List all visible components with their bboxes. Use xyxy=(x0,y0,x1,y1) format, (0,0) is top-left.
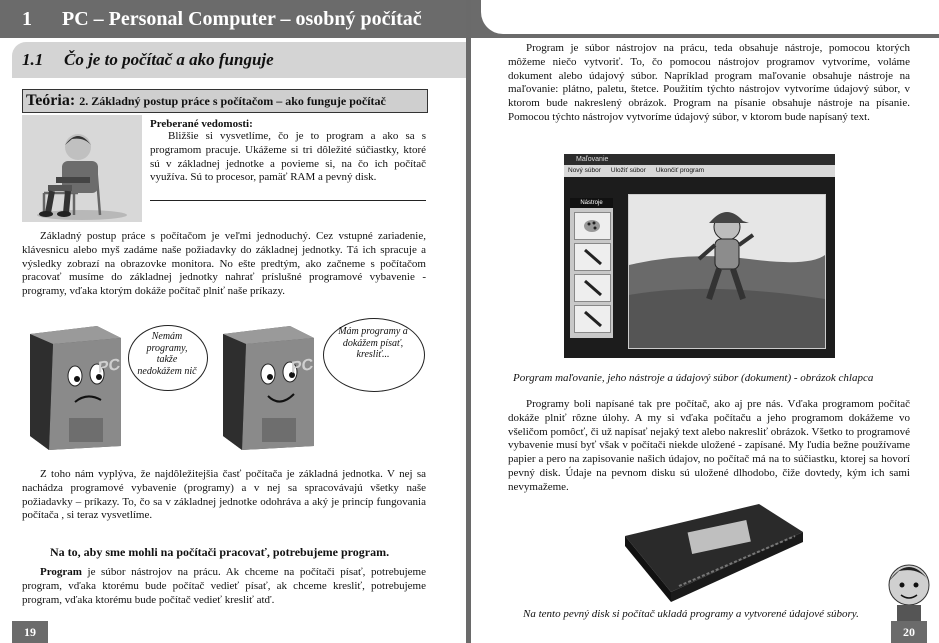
pc-label-right: PC xyxy=(291,356,314,377)
left-page xyxy=(0,0,466,643)
boy-with-laptop-illustration xyxy=(22,115,142,222)
paragraph-3 xyxy=(22,566,426,607)
tools-panel xyxy=(570,198,613,338)
preberane-text: Bližšie si vysvetlíme, čo je to program a ako sa s programom pracuje. Ukážeme si tri dôležité súčiastky, ktoré sú v základnej jednotke a povieme si, na čo ich počítač využíva. Sú to procesor, pamäť RAM a pevný disk. xyxy=(150,130,426,184)
tools-label: Nástroje xyxy=(570,198,613,208)
sad-pc-illustration xyxy=(25,322,125,457)
right-header-bar xyxy=(471,0,939,38)
page-number-right: 20 xyxy=(891,621,927,643)
bubble-text-left: Nemám programy, takže nedokážem nič xyxy=(137,331,197,377)
brush-tool-2[interactable] xyxy=(574,274,611,302)
chapter-number: 1 xyxy=(22,8,32,30)
preberane-title: Preberané vedomosti: xyxy=(150,118,253,130)
paragraph-3-text: je súbor nástrojov na prácu. Ak chceme na počítači písať, potrebujeme program, vďaka ktorému bude počítač vedieť písať, ak chceme kresliť, potrebujeme program, vďaka ktorému bude počítač vedieť kresliť atď. xyxy=(22,566,426,606)
preberane-vedomosti-box xyxy=(150,118,426,185)
chapter-header xyxy=(0,0,466,38)
menu-item-exit[interactable]: Ukončiť program xyxy=(655,167,705,174)
bubble-text-right: Mám programy a dokážem písať, kresliť... xyxy=(338,326,408,360)
right-paragraph-1: Program je súbor nástrojov na prácu, teda obsahuje nástroje, pomocou ktorých môžeme niečo vytvoriť. To, čo pomocou nástrojov programov vytvoríme, voláme dokument alebo údajový súbor. Napríklad program maľovanie obsahuje nástroje na maľovanie: plátno, paletu, štetce. Použitím týchto nástrojov vytvoríme údajový súbor, v ktorom bude nakreslený obrázok. Program na písanie obsahuje nástroje na písanie. Pomocou týchto nástrojov vytvoríme údajový súbor, v ktorom bude napísaný text. xyxy=(508,42,910,123)
key-statement: Na to, aby sme mohli na počítači pracovať, potrebujeme program. xyxy=(50,545,390,559)
boy-face-icon xyxy=(879,551,939,621)
section-number: 1.1 xyxy=(22,50,44,69)
happy-pc-illustration xyxy=(218,322,318,457)
page-number-left: 19 xyxy=(12,621,48,643)
section-title: Čo je to počítač a ako funguje xyxy=(64,50,274,69)
right-paragraph-2: Programy boli napísané tak pre počítač, ako aj pre nás. Vďaka programom počítač dokáže plniť rôzne úlohy. A my si vďaka počítaču a jeho programom dokážeme vo všeličom pomôcť, či už napísať nejaký text alebo nakresliť obrázok. Všetko to programové vybavenie musí byť však v počítači niekde uložené - zapísané. My ľudia bežne používame papier a pero na zapisovanie našich údajov, no počítač má na to súčiastku, ktorej sa hovorí pevný disk. Údaje na pevnom disku sú uložené dlhodobo, čiže dovtedy, kým ich sami nevymažeme. xyxy=(508,398,910,493)
paint-program-screenshot xyxy=(564,154,835,358)
menu-item-save-file[interactable]: Uložiť súbor xyxy=(610,167,646,174)
teoria-heading xyxy=(22,89,428,113)
teoria-label: Teória: xyxy=(26,92,76,109)
drawing-canvas[interactable] xyxy=(628,194,826,349)
right-page xyxy=(471,0,939,643)
program-term: Program xyxy=(40,566,82,578)
section-heading xyxy=(22,50,274,70)
pc-label-left: PC xyxy=(98,356,121,377)
preberane-divider xyxy=(150,200,426,201)
hard-disk-caption: Na tento pevný disk si počítač ukladá programy a vytvorené údajové súbory. xyxy=(523,608,859,620)
paragraph-1: Základný postup práce s počítačom je veľmi jednoduchý. Cez vstupné zariadenie, klávesnicu alebo myš zadáme naše požiadavky do základnej jednotky. Tá ich spracuje a výsledky zobrazí na obrazovke monitora. No ešte predtým, ako začneme s počítačom pracovať musíme do základnej jednotky nahrať príslušné programové vybavenie - programy, vďaka ktorým dokáže počítač plniť naše príkazy. xyxy=(22,230,426,298)
app-title: Maľovanie xyxy=(576,156,609,163)
menu-item-new-file[interactable]: Nový súbor xyxy=(568,167,601,174)
paragraph-2: Z toho nám vyplýva, že najdôležitejšia časť počítača je základná jednotka. V nej sa nachádza programové vybavenie (programy) a v nej sa spracovávajú všetky naše požiadavky – príkazy. To, čo sa v základnej jednotke odohráva a aký je princíp fungovania počítača , si teraz vysvetlíme. xyxy=(22,468,426,522)
chapter-title: PC – Personal Computer – osobný počítač xyxy=(62,8,422,30)
brush-tool-1[interactable] xyxy=(574,243,611,271)
hard-disk-illustration xyxy=(619,496,807,604)
palette-tool[interactable] xyxy=(574,212,611,240)
brush-tool-3[interactable] xyxy=(574,305,611,333)
screenshot-caption: Porgram maľovanie, jeho nástroje a údajový súbor (dokument) - obrázok chlapca xyxy=(513,372,874,384)
teoria-title: 2. Základný postup práce s počítačom – ako funguje počítač xyxy=(79,94,386,108)
app-menubar xyxy=(564,165,835,177)
app-titlebar xyxy=(564,154,835,165)
